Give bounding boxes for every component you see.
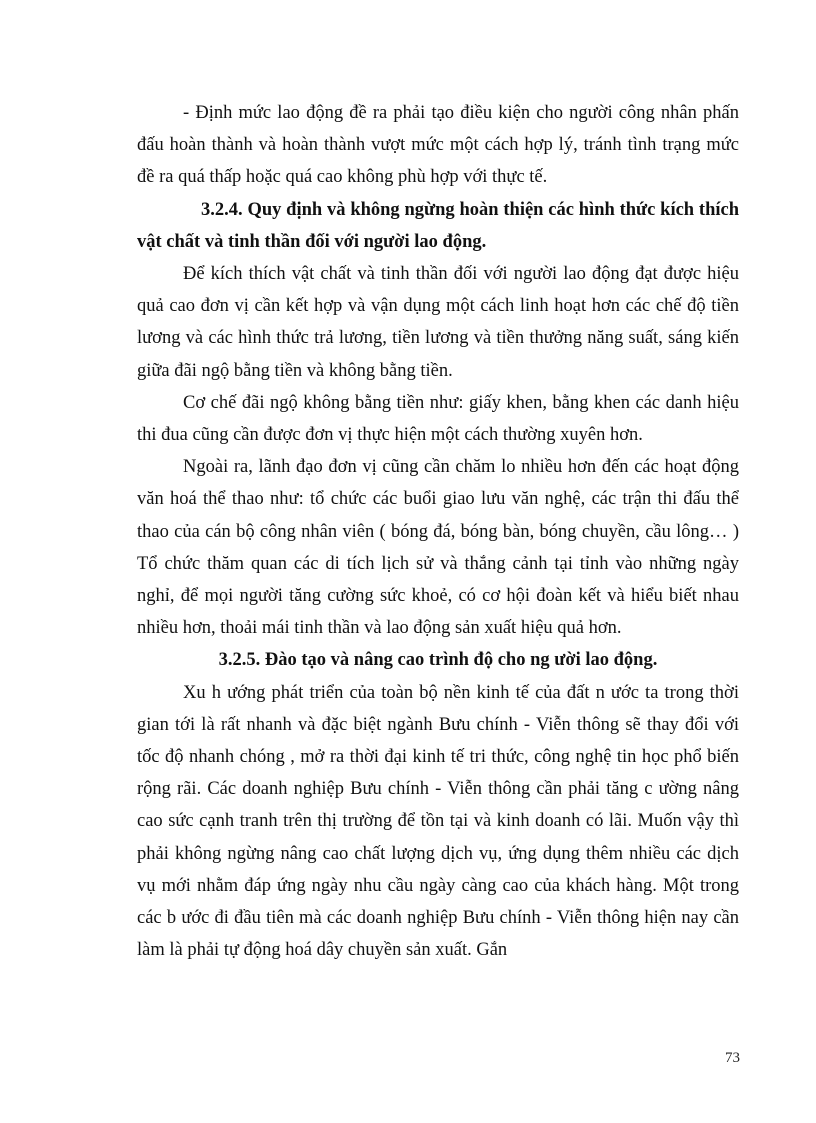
document-page [137, 97, 739, 966]
paragraph-cultural-activities: Ngoài ra, lãnh đạo đơn vị cũng cần chăm lo nhiều hơn đến các hoạt động văn hoá thể thao như: tổ chức các buổi giao lưu văn nghệ, các trận thi đấu thể thao của cán bộ công nhân viên ( bóng đá, bóng bàn, bóng chuyền, cầu lông… ) Tổ chức thăm quan các di tích lịch sử và thắng cảnh tại tỉnh vào những ngày nghỉ, để mọi người tăng cường sức khoẻ, có cơ hội đoàn kết và hiểu biết nhau nhiều hơn, thoải mái tinh thần và lao động sản xuất hiệu quả hơn. [137, 457, 739, 639]
section-heading-3-2-4: 3.2.4. Quy định và không ngừng hoàn thiện các hình thức kích thích vật chất và tinh thần đối với người lao động. [137, 199, 739, 252]
page-number: 73 [725, 1050, 740, 1066]
paragraph-labor-norm: - Định mức lao động đề ra phải tạo điều kiện cho người công nhân phấn đấu hoàn thành và hoàn thành vượt mức một cách hợp lý, tránh tình trạng mức đề ra quá thấp hoặc quá cao không phù hợp với thực tế. [137, 103, 739, 188]
paragraph-incentives: Để kích thích vật chất và tinh thần đối với người lao động đạt được hiệu quả cao đơn vị cần kết hợp và vận dụng một cách linh hoạt hơn các chế độ tiền lương và các hình thức trả lương, tiền lương và tiền thưởng năng suất, sáng kiến giữa đãi ngộ bằng tiền và không bằng tiền. [137, 264, 739, 381]
paragraph-training-trend: Xu h ướng phát triển của toàn bộ nền kinh tế của đất n ước ta trong thời gian tới là rất nhanh và đặc biệt ngành Bưu chính - Viễn thông sẽ thay đổi với tốc độ nhanh chóng , mở ra thời đại kinh tế tri thức, công nghệ tin học phổ biến rộng rãi. Các doanh nghiệp Bưu chính - Viễn thông cần phải tăng c ường nâng cao sức cạnh tranh trên thị trường để tồn tại và kinh doanh có lãi. Muốn vậy thì phải không ngừng nâng cao chất lượng dịch vụ, ứng dụng thêm nhiều các dịch vụ mới nhằm đáp ứng ngày nhu cầu ngày càng cao của khách hàng. Một trong các b ước đi đầu tiên mà các doanh nghiệp Bưu chính - Viễn thông hiện nay cần làm là phải tự động hoá dây chuyền sản xuất. Gắn [137, 682, 739, 961]
paragraph-non-cash-rewards: Cơ chế đãi ngộ không bằng tiền như: giấy khen, bằng khen các danh hiệu thi đua cũng cần được đơn vị thực hiện một cách thường xuyên hơn. [137, 392, 739, 446]
section-heading-3-2-5: 3.2.5. Đào tạo và nâng cao trình độ cho ng ười lao động. [218, 650, 658, 671]
